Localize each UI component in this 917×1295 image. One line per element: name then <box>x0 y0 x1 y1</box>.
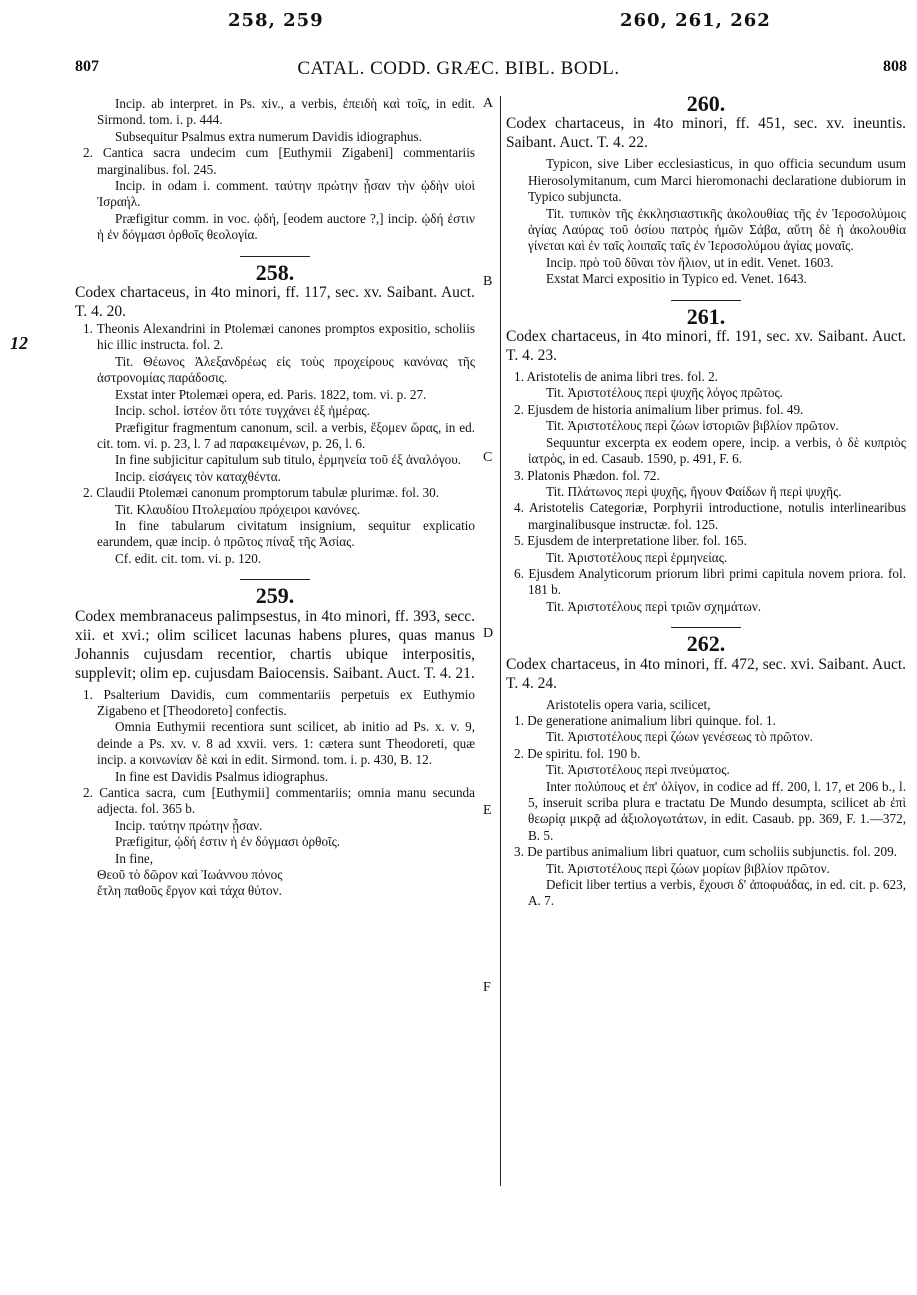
entry-line: 1. Aristotelis de anima libri tres. fol. 2. <box>514 369 719 385</box>
section-rule <box>671 627 741 628</box>
section-rule <box>240 579 310 580</box>
entry-line: Exstat inter Ptolemæi opera, ed. Paris. 1822, tom. vi. p. 27. <box>115 386 427 402</box>
codex-number: 262. <box>686 631 726 657</box>
entry-line: Exstat Marci expositio in Typico ed. Venet. 1643. <box>546 271 807 287</box>
codex-heading: Codex chartaceus, in 4to minori, ff. 191, sec. xv. Saibant. Auct. T. 4. 23. <box>506 328 906 365</box>
entry-line: 1. Theonis Alexandrini in Ptolemæi canones promptos expositio, scholiis hic illic instructa. fol. 2. <box>83 321 475 353</box>
entry-line: Tit. Ἀριστοτέλους περὶ ζώων ἱστοριῶν βιβλίον πρῶτον. <box>546 418 839 434</box>
section-letter: F <box>483 980 491 995</box>
entry-line: Incip. ab interpret. in Ps. xiv., a verbis, ἐπειδὴ καὶ τοῖς, in edit. Sirmond. tom. i. p. 444. <box>97 96 475 128</box>
right-column <box>506 91 906 910</box>
entry-line: Typicon, sive Liber ecclesiasticus, in quo officia secundum usum Hierosolymitanum, cum Marci hieromonachi declaratione dubiorum in Typico subjuncta. <box>528 156 906 205</box>
section-letter: E <box>483 803 492 818</box>
entry-line: 1. Psalterium Davidis, cum commentariis perpetuis ex Euthymio Zigabeno et [Theodoreto] confectis. <box>83 686 475 718</box>
column-divider <box>500 96 501 1186</box>
codex-number: 259. <box>255 583 295 609</box>
running-header <box>0 58 917 82</box>
entry-line: Tit. Ἀριστοτέλους περὶ ψυχῆς λόγος πρῶτος. <box>546 385 783 401</box>
left-column <box>75 96 475 900</box>
entry-line: In fine tabularum civitatum insignium, sequitur explicatio earundem, quæ incip. ὁ πρῶτος πίναξ τῆς Ἀσίας. <box>97 517 475 550</box>
codex-heading: Codex chartaceus, in 4to minori, ff. 117, sec. xv. Saibant. Auct. T. 4. 20. <box>75 284 475 321</box>
section-letter: C <box>483 450 493 465</box>
entry-line: Tit. Ἀριστοτέλους περὶ ζώων μορίων βιβλίον πρῶτον. <box>546 860 830 876</box>
entry-line: 3. Platonis Phædon. fol. 72. <box>514 467 660 483</box>
section-letter: B <box>483 274 493 289</box>
entry-line: Deficit liber tertius a verbis, ἔχουσι δ' ἀποφυάδας, in ed. cit. p. 623, A. 7. <box>528 877 906 909</box>
entry-line: Tit. Θέωνος Ἀλεξανδρέως εἰς τοὺς προχείρους κανόνας τῆς ἀστρονομίας παράδοσις. <box>97 353 475 386</box>
entry-line: Tit. Ἀριστοτέλους περὶ ζώων γενέσεως τὸ πρῶτον. <box>546 729 814 745</box>
margin-note: 12 <box>10 333 28 353</box>
entry-line: In fine subjicitur capitulum sub titulo, ἑρμηνεία τοῦ ἐξ ἀναλόγου. <box>115 452 462 468</box>
entry-line: ἔτλη παθοῦς ἔργον καὶ τάχα θύτον. <box>97 883 282 899</box>
codex-heading: Codex membranaceus palimpsestus, in 4to minori, ff. 393, secc. xii. et xvi.; olim scilicet lacunas habens plures, quas manus Johannis cujusdam recentior, chartis ubique interpositis, supplevit; olim ep. cujusdam Baiocensis. Saibant. Auct. T. 4. 21. <box>75 607 475 682</box>
codex-heading: Codex chartaceus, in 4to minori, ff. 472, sec. xvi. Saibant. Auct. T. 4. 24. <box>506 655 906 692</box>
entry-line: Subsequitur Psalmus extra numerum Davidis idiographus. <box>115 128 422 144</box>
page-number-right: 808 <box>883 58 907 75</box>
entry-line: Tit. τυπικὸν τῆς ἐκκλησιαστικῆς ἀκολουθίας τῆς ἐν Ἱεροσολύμοις ἁγίας Λαύρας τοῦ ὁσίου πατρὸς ἡμῶν Σάβα, αὕτη δὲ ἡ ἀκολουθία γίνεται καὶ ἐν ταῖς λοιπαῖς ταῖς ἐν Ἱεροσολύμου ἁγίας μοναῖς. <box>528 205 906 254</box>
entry-line: Θεοῦ τὸ δῶρον καὶ Ἰωάννου πόνος <box>97 867 283 883</box>
handwritten-note-right: 260, 261, 262 <box>620 10 771 31</box>
entry-line: Præfigitur, ᾠδή ἐστιν ἡ ἐν δόγμασι ὀρθοῖς. <box>115 834 341 850</box>
section-letter: D <box>483 626 494 641</box>
codex-number: 258. <box>255 259 295 285</box>
entry-line: In fine est Davidis Psalmus idiographus. <box>115 768 329 784</box>
entry-line: Incip. ταύτην πρώτην ᾖσαν. <box>115 817 263 833</box>
page-title: CATAL. CODD. GRÆC. BIBL. BODL. <box>297 58 620 79</box>
codex-heading: Codex chartaceus, in 4to minori, ff. 451, sec. xv. ineuntis. Saibant. Auct. T. 4. 22. <box>506 115 906 152</box>
entry-line: Præfigitur comm. in voc. ᾠδή, [eodem auctore ?,] incip. ᾠδή ἐστιν ἡ ἐν δόγμασι ὀρθοῖς θεολογία. <box>97 210 475 243</box>
handwritten-note-left: 258, 259 <box>228 10 324 31</box>
entry-line: Tit. Ἀριστοτέλους περὶ πνεύματος. <box>546 762 730 778</box>
codex-number: 261. <box>686 303 726 329</box>
page-number-left: 807 <box>75 58 99 75</box>
entry-line: Aristotelis opera varia, scilicet, <box>546 696 711 712</box>
entry-line: Incip. schol. ἰστέον ὅτι τότε τυγχάνει ἐξ ἡμέρας. <box>115 403 370 419</box>
entry-line: Sequuntur excerpta ex eodem opere, incip. a verbis, ὁ δὲ κυπριὸς ἰατρὸς, in ed. Casaub. 1590, p. 491, F. 6. <box>528 434 906 467</box>
entry-line: 2. Cantica sacra undecim cum [Euthymii Zigabeni] commentariis marginalibus. fol. 245. <box>83 145 475 177</box>
section-letter: A <box>483 96 494 111</box>
entry-line: Tit. Πλάτωνος περὶ ψυχῆς, ἤγουν Φαίδων ἢ περὶ ψυχῆς. <box>546 483 842 499</box>
entry-line: 3. De partibus animalium libri quatuor, cum scholiis subjunctis. fol. 209. <box>514 844 897 860</box>
entry-line: Præfigitur fragmentum canonum, scil. a verbis, ἕξομεν ὥρας, in ed. cit. tom. vi. p. 23, l. 7 ad παρακειμένων, p. 26, l. 6. <box>97 419 475 451</box>
entry-line: Tit. Κλαυδίου Πτολεμαίου πρόχειροι κανόνες. <box>115 501 361 517</box>
entry-line: Incip. in odam i. comment. ταύτην πρώτην ᾖσαν τὴν ᾠδὴν υἱοὶ Ἰσραήλ. <box>97 178 475 210</box>
entry-line: Tit. Ἀριστοτέλους περὶ ἑρμηνείας. <box>546 549 728 565</box>
entry-line: 2. Ejusdem de historia animalium liber primus. fol. 49. <box>514 401 804 417</box>
entry-line: Incip. εἰσάγεις τὸν καταχθέντα. <box>115 468 281 484</box>
entry-line: 2. Cantica sacra, cum [Euthymii] commentariis; omnia manu secunda adjecta. fol. 365 b. <box>83 785 475 817</box>
entry-line: Cf. edit. cit. tom. vi. p. 120. <box>115 550 262 566</box>
entry-line: 1. De generatione animalium libri quinque. fol. 1. <box>514 712 776 728</box>
entry-line: 4. Aristotelis Categoriæ, Porphyrii introductione, notulis interlinearibus marginalibusque instructæ. fol. 125. <box>514 500 906 532</box>
section-rule <box>240 256 310 257</box>
entry-line: Inter πολύπους et ἐπ' ὀλίγον, in codice ad ff. 200, l. 17, et 206 b., l. 5, inseruit scriba plura e tractatu De Mundo desumpta, scilicet ab ἐπὶ θεωρίᾳ μικρᾷ ad ἀξιολογωτάτων, in edit. Casaub. pp. 369, F. 1.—372, B. 5. <box>528 778 906 843</box>
entry-line: Tit. Ἀριστοτέλους περὶ τριῶν σχημάτων. <box>546 598 762 614</box>
entry-line: Omnia Euthymii recentiora sunt scilicet, ab initio ad Ps. x. v. 9, deinde a Ps. xv. v. 8 ad xxvii. vers. 1: cætera sunt Theodoreti, quæ incip. a κοινωνίαν δὲ καὶ in edit. Sirmond. tom. i. p. 430, B. 12. <box>97 719 475 768</box>
entry-line: 6. Ejusdem Analyticorum priorum libri primi capitula novem priora. fol. 181 b. <box>514 565 906 598</box>
entry-line: 2. De spiritu. fol. 190 b. <box>514 745 641 761</box>
entry-line: 2. Claudii Ptolemæi canonum promptorum tabulæ plurimæ. fol. 30. <box>83 485 440 501</box>
entry-line: Incip. πρὸ τοῦ δῦναι τὸν ἥλιον, ut in edit. Venet. 1603. <box>546 254 834 270</box>
section-rule <box>671 300 741 301</box>
entry-line: In fine, <box>115 850 154 866</box>
entry-line: 5. Ejusdem de interpretatione liber. fol. 165. <box>514 533 747 549</box>
codex-number: 260. <box>686 91 726 116</box>
